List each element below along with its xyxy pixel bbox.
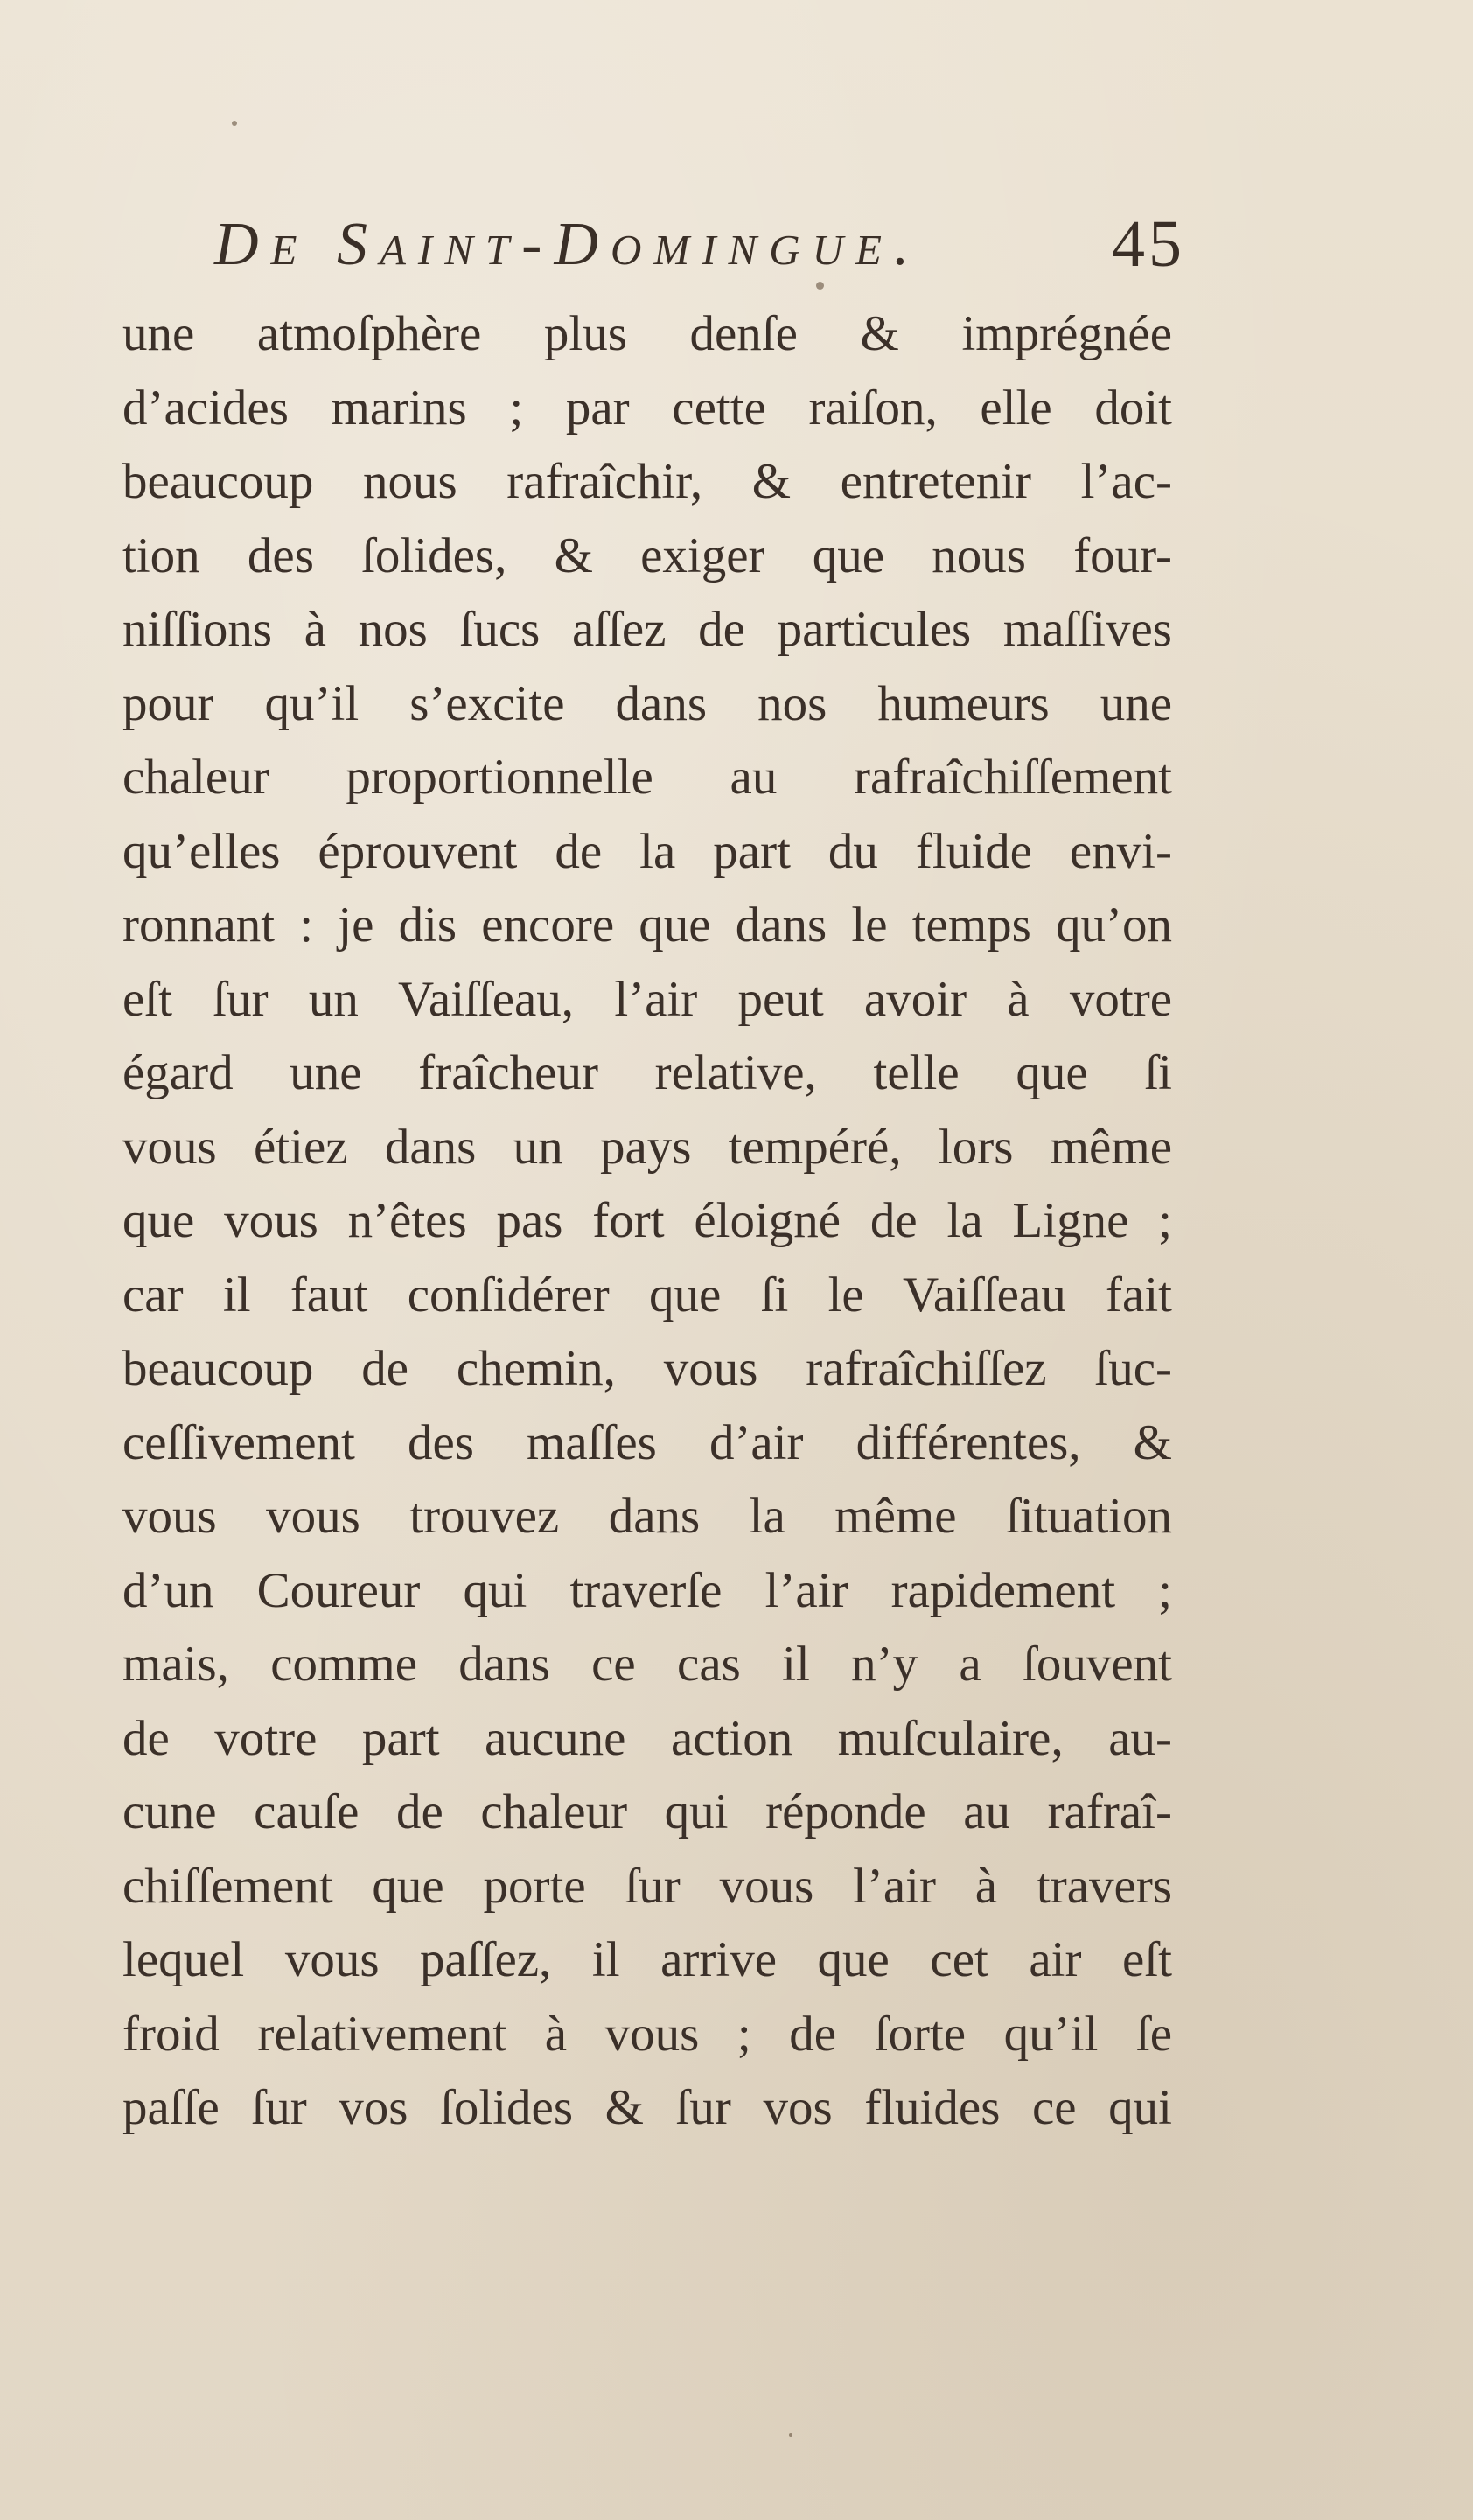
text-line: une atmoſphère plus denſe & imprégnée — [122, 306, 1172, 361]
text-line: tion des ſolides, & exiger que nous four- — [122, 527, 1172, 583]
text-line: ceſſivement des maſſes d’air différentes, & — [122, 1414, 1172, 1470]
text-line: pour qu’il s’excite dans nos humeurs une — [122, 675, 1172, 731]
text-line: beaucoup de chemin, vous rafraîchiſſez ſuc- — [122, 1341, 1172, 1396]
text-line: beaucoup nous rafraîchir, & entretenir l’ac- — [122, 454, 1172, 509]
text-line: chaleur proportionnelle au rafraîchiſſement — [122, 750, 1172, 805]
ink-speck — [232, 121, 237, 126]
text-line: ronnant : je dis encore que dans le temps qu’on — [122, 897, 1172, 953]
text-line: qu’elles éprouvent de la part du fluide envi- — [122, 823, 1172, 879]
text-line: de votre part aucune action muſculaire, au- — [122, 1710, 1172, 1766]
text-line: lequel vous paſſez, il arrive que cet air eſt — [122, 1932, 1172, 1987]
text-line: eſt ſur un Vaiſſeau, l’air peut avoir à votre — [122, 971, 1172, 1027]
text-line: d’un Coureur qui traverſe l’air rapidement ; — [122, 1562, 1172, 1618]
text-line: car il faut conſidérer que ſi le Vaiſſeau fait — [122, 1267, 1172, 1323]
text-line: égard une fraîcheur relative, telle que ſi — [122, 1045, 1172, 1100]
text-line: d’acides marins ; par cette raiſon, elle doit — [122, 380, 1172, 436]
text-line: niſſions à nos ſucs aſſez de particules maſſives — [122, 602, 1172, 657]
text-line: vous vous trouvez dans la même ſituation — [122, 1489, 1172, 1544]
body-text — [122, 297, 1172, 2146]
text-line: chiſſement que porte ſur vous l’air à travers — [122, 1858, 1172, 1914]
text-line: que vous n’êtes pas fort éloigné de la Ligne ; — [122, 1193, 1172, 1248]
text-line: mais, comme dans ce cas il n’y a ſouvent — [122, 1637, 1172, 1692]
running-head-title: De Saint-Domingue. — [214, 211, 922, 278]
text-line: froid relativement à vous ; de ſorte qu’il ſe — [122, 2006, 1172, 2062]
page-number: 45 — [1112, 207, 1185, 281]
text-line: cune cauſe de chaleur qui réponde au rafraî- — [122, 1784, 1172, 1839]
ink-speck — [789, 2433, 792, 2437]
text-line: paſſe ſur vos ſolides & ſur vos fluides ce qui — [122, 2080, 1172, 2135]
text-line: vous étiez dans un pays tempéré, lors même — [122, 1119, 1172, 1175]
running-head — [214, 207, 1185, 289]
